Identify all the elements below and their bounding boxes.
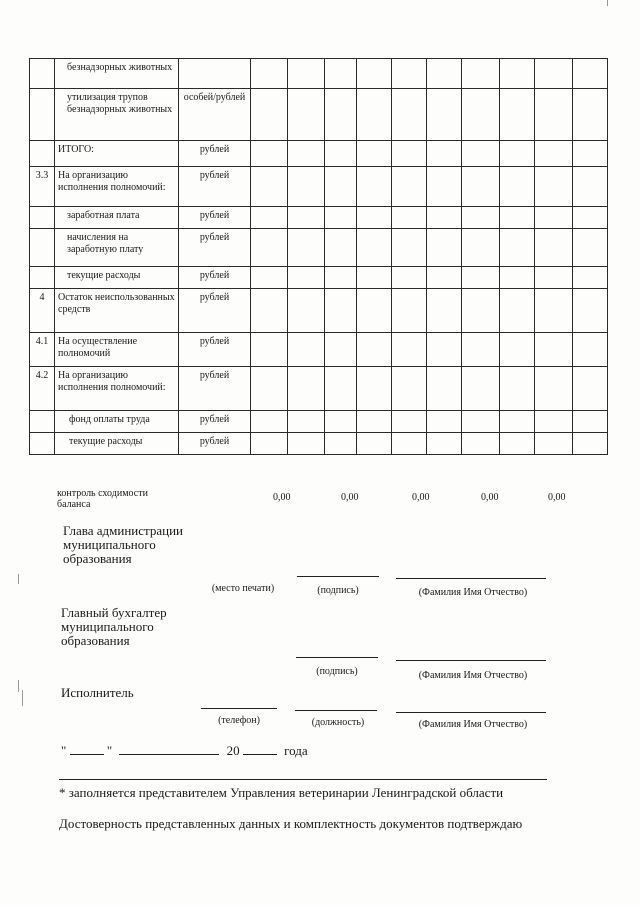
value-cell <box>325 411 357 433</box>
value-cell <box>462 167 500 207</box>
value-cell <box>500 167 535 207</box>
scan-artifact <box>22 690 23 706</box>
value-cell <box>500 333 535 367</box>
table-row <box>30 411 608 433</box>
row-unit <box>179 59 251 89</box>
row-number <box>30 207 55 229</box>
year-suffix: года <box>284 743 308 758</box>
value-cell <box>427 167 462 207</box>
value-cell <box>392 89 427 141</box>
fio-caption: (Фамилия Имя Отчество) <box>418 670 528 681</box>
value-cell <box>251 367 288 411</box>
table-row <box>30 89 608 141</box>
value-cell <box>427 289 462 333</box>
table-row <box>30 59 608 89</box>
value-cell <box>500 367 535 411</box>
value-cell <box>500 289 535 333</box>
value-cell <box>251 229 288 267</box>
value-cell <box>573 59 608 89</box>
row-number <box>30 141 55 167</box>
value-cell <box>251 59 288 89</box>
row-unit: рублей <box>179 433 251 455</box>
date-quote-open: " <box>61 743 67 758</box>
value-cell <box>357 333 392 367</box>
row-name: заработная плата <box>55 207 179 229</box>
value-cell <box>251 89 288 141</box>
row-unit: рублей <box>179 207 251 229</box>
accountant-title: Главный бухгалтер муниципального образования <box>61 605 167 648</box>
value-cell <box>392 289 427 333</box>
value-cell <box>325 289 357 333</box>
value-cell <box>535 141 573 167</box>
table-row <box>30 267 608 289</box>
value-cell <box>325 89 357 141</box>
value-cell <box>357 167 392 207</box>
value-cell <box>462 229 500 267</box>
row-name: Остаток неиспользованных средств <box>55 289 179 333</box>
value-cell <box>535 367 573 411</box>
value-cell <box>535 207 573 229</box>
date-quote-close: " <box>106 743 113 758</box>
row-number: 4.2 <box>30 367 55 411</box>
row-name: На организацию исполнения полномочий: <box>55 167 179 207</box>
value-cell <box>500 207 535 229</box>
row-unit: рублей <box>179 267 251 289</box>
value-cell <box>392 229 427 267</box>
value-cell <box>288 267 325 289</box>
value-cell <box>392 267 427 289</box>
value-cell <box>325 367 357 411</box>
value-cell <box>251 433 288 455</box>
value-cell <box>427 59 462 89</box>
value-cell <box>573 207 608 229</box>
value-cell <box>427 229 462 267</box>
value-cell <box>427 433 462 455</box>
executor-title: Исполнитель <box>61 685 134 700</box>
value-cell <box>357 267 392 289</box>
row-unit: рублей <box>179 367 251 411</box>
value-cell <box>392 433 427 455</box>
value-cell <box>500 267 535 289</box>
value-cell <box>500 229 535 267</box>
row-unit: рублей <box>179 333 251 367</box>
value-cell <box>357 411 392 433</box>
fio-line <box>396 578 546 579</box>
value-cell <box>288 89 325 141</box>
phone-caption: (телефон) <box>218 715 260 726</box>
row-number: 4.1 <box>30 333 55 367</box>
day-blank <box>70 743 104 755</box>
value-cell <box>251 333 288 367</box>
position-line <box>295 710 377 711</box>
value-cell <box>535 433 573 455</box>
value-cell <box>357 289 392 333</box>
signature-caption: (подпись) <box>317 585 359 596</box>
row-number <box>30 411 55 433</box>
value-cell <box>573 167 608 207</box>
fio-line <box>396 712 546 713</box>
value-cell <box>427 141 462 167</box>
value-cell <box>251 141 288 167</box>
value-cell <box>427 89 462 141</box>
value-cell <box>462 267 500 289</box>
scan-artifact <box>18 574 19 584</box>
value-cell <box>288 433 325 455</box>
row-number <box>30 229 55 267</box>
value-cell <box>462 433 500 455</box>
table-row <box>30 229 608 267</box>
value-cell <box>462 411 500 433</box>
value-cell <box>500 89 535 141</box>
value-cell <box>500 433 535 455</box>
value-cell <box>462 207 500 229</box>
head-title: Глава администрации муниципального образования <box>63 523 184 566</box>
value-cell <box>325 333 357 367</box>
value-cell <box>392 411 427 433</box>
value-cell <box>573 141 608 167</box>
value-cell <box>325 267 357 289</box>
signature-line <box>296 657 378 658</box>
balance-value: 0,00 <box>548 492 566 503</box>
fio-caption: (Фамилия Имя Отчество) <box>418 587 528 598</box>
value-cell <box>535 229 573 267</box>
row-number <box>30 59 55 89</box>
value-cell <box>573 89 608 141</box>
footnote-divider <box>59 779 547 780</box>
value-cell <box>427 267 462 289</box>
value-cell <box>535 267 573 289</box>
value-cell <box>392 141 427 167</box>
value-cell <box>500 141 535 167</box>
value-cell <box>427 333 462 367</box>
value-cell <box>573 411 608 433</box>
value-cell <box>462 333 500 367</box>
row-number <box>30 89 55 141</box>
value-cell <box>535 89 573 141</box>
row-unit: рублей <box>179 229 251 267</box>
stamp-caption: (место печати) <box>211 583 275 594</box>
value-cell <box>357 59 392 89</box>
table-row <box>30 141 608 167</box>
value-cell <box>288 411 325 433</box>
signature-caption: (подпись) <box>316 666 358 677</box>
row-number <box>30 267 55 289</box>
balance-value: 0,00 <box>412 492 430 503</box>
row-name: ИТОГО: <box>55 141 179 167</box>
value-cell <box>251 267 288 289</box>
value-cell <box>427 367 462 411</box>
row-number: 3.3 <box>30 167 55 207</box>
fio-caption: (Фамилия Имя Отчество) <box>418 719 528 730</box>
value-cell <box>535 167 573 207</box>
row-name: На осуществление полномочий <box>55 333 179 367</box>
value-cell <box>573 367 608 411</box>
value-cell <box>500 411 535 433</box>
value-cell <box>251 289 288 333</box>
value-cell <box>427 411 462 433</box>
balance-value: 0,00 <box>341 492 359 503</box>
fio-line <box>396 660 546 661</box>
value-cell <box>573 333 608 367</box>
value-cell <box>392 367 427 411</box>
value-cell <box>535 289 573 333</box>
value-cell <box>573 229 608 267</box>
row-number <box>30 433 55 455</box>
value-cell <box>357 367 392 411</box>
value-cell <box>357 433 392 455</box>
value-cell <box>573 267 608 289</box>
value-cell <box>325 141 357 167</box>
value-cell <box>392 333 427 367</box>
value-cell <box>427 207 462 229</box>
value-cell <box>357 141 392 167</box>
row-unit: рублей <box>179 141 251 167</box>
value-cell <box>288 367 325 411</box>
value-cell <box>573 289 608 333</box>
row-unit: рублей <box>179 411 251 433</box>
value-cell <box>392 59 427 89</box>
row-name: фонд оплаты труда <box>55 411 179 433</box>
value-cell <box>325 229 357 267</box>
value-cell <box>325 433 357 455</box>
balance-value: 0,00 <box>273 492 291 503</box>
value-cell <box>288 141 325 167</box>
value-cell <box>573 433 608 455</box>
row-name: текущие расходы <box>55 267 179 289</box>
year-prefix: 20 <box>226 743 240 758</box>
value-cell <box>535 59 573 89</box>
value-cell <box>357 207 392 229</box>
value-cell <box>325 207 357 229</box>
row-unit: рублей <box>179 167 251 207</box>
value-cell <box>251 167 288 207</box>
value-cell <box>462 141 500 167</box>
row-name: начисления на заработную плату <box>55 229 179 267</box>
position-caption: (должность) <box>311 717 365 728</box>
table-row <box>30 367 608 411</box>
value-cell <box>535 411 573 433</box>
row-unit: рублей <box>179 289 251 333</box>
value-cell <box>288 207 325 229</box>
row-name: текущие расходы <box>55 433 179 455</box>
scan-artifact <box>607 0 608 6</box>
value-cell <box>288 333 325 367</box>
row-name: утилизация трупов безнадзорных животных <box>55 89 179 141</box>
value-cell <box>325 59 357 89</box>
date-row <box>61 743 308 759</box>
row-unit: особей/рублей <box>179 89 251 141</box>
value-cell <box>392 167 427 207</box>
balance-label: контроль сходимости баланса <box>57 488 148 510</box>
month-blank <box>119 743 219 755</box>
value-cell <box>251 207 288 229</box>
scan-artifact <box>18 680 19 692</box>
value-cell <box>325 167 357 207</box>
value-cell <box>288 59 325 89</box>
balance-value: 0,00 <box>481 492 499 503</box>
footnote: * заполняется представителем Управления ветеринарии Ленинградской области <box>59 785 504 800</box>
year-blank <box>243 743 277 755</box>
value-cell <box>500 59 535 89</box>
confirmation-text: Достоверность представленных данных и комплектность документов подтверждаю <box>59 816 523 831</box>
row-name: безнадзорных животных <box>55 59 179 89</box>
value-cell <box>462 367 500 411</box>
value-cell <box>462 89 500 141</box>
value-cell <box>535 333 573 367</box>
value-cell <box>392 207 427 229</box>
table-row <box>30 207 608 229</box>
table-row <box>30 333 608 367</box>
row-number: 4 <box>30 289 55 333</box>
table-row <box>30 433 608 455</box>
phone-line <box>201 708 277 709</box>
value-cell <box>288 167 325 207</box>
report-table <box>29 58 608 455</box>
value-cell <box>251 411 288 433</box>
value-cell <box>462 289 500 333</box>
value-cell <box>288 289 325 333</box>
value-cell <box>357 89 392 141</box>
value-cell <box>462 59 500 89</box>
table-row <box>30 167 608 207</box>
value-cell <box>288 229 325 267</box>
row-name: На организацию исполнения полномочий: <box>55 367 179 411</box>
table-row <box>30 289 608 333</box>
value-cell <box>357 229 392 267</box>
signature-line <box>297 576 379 577</box>
